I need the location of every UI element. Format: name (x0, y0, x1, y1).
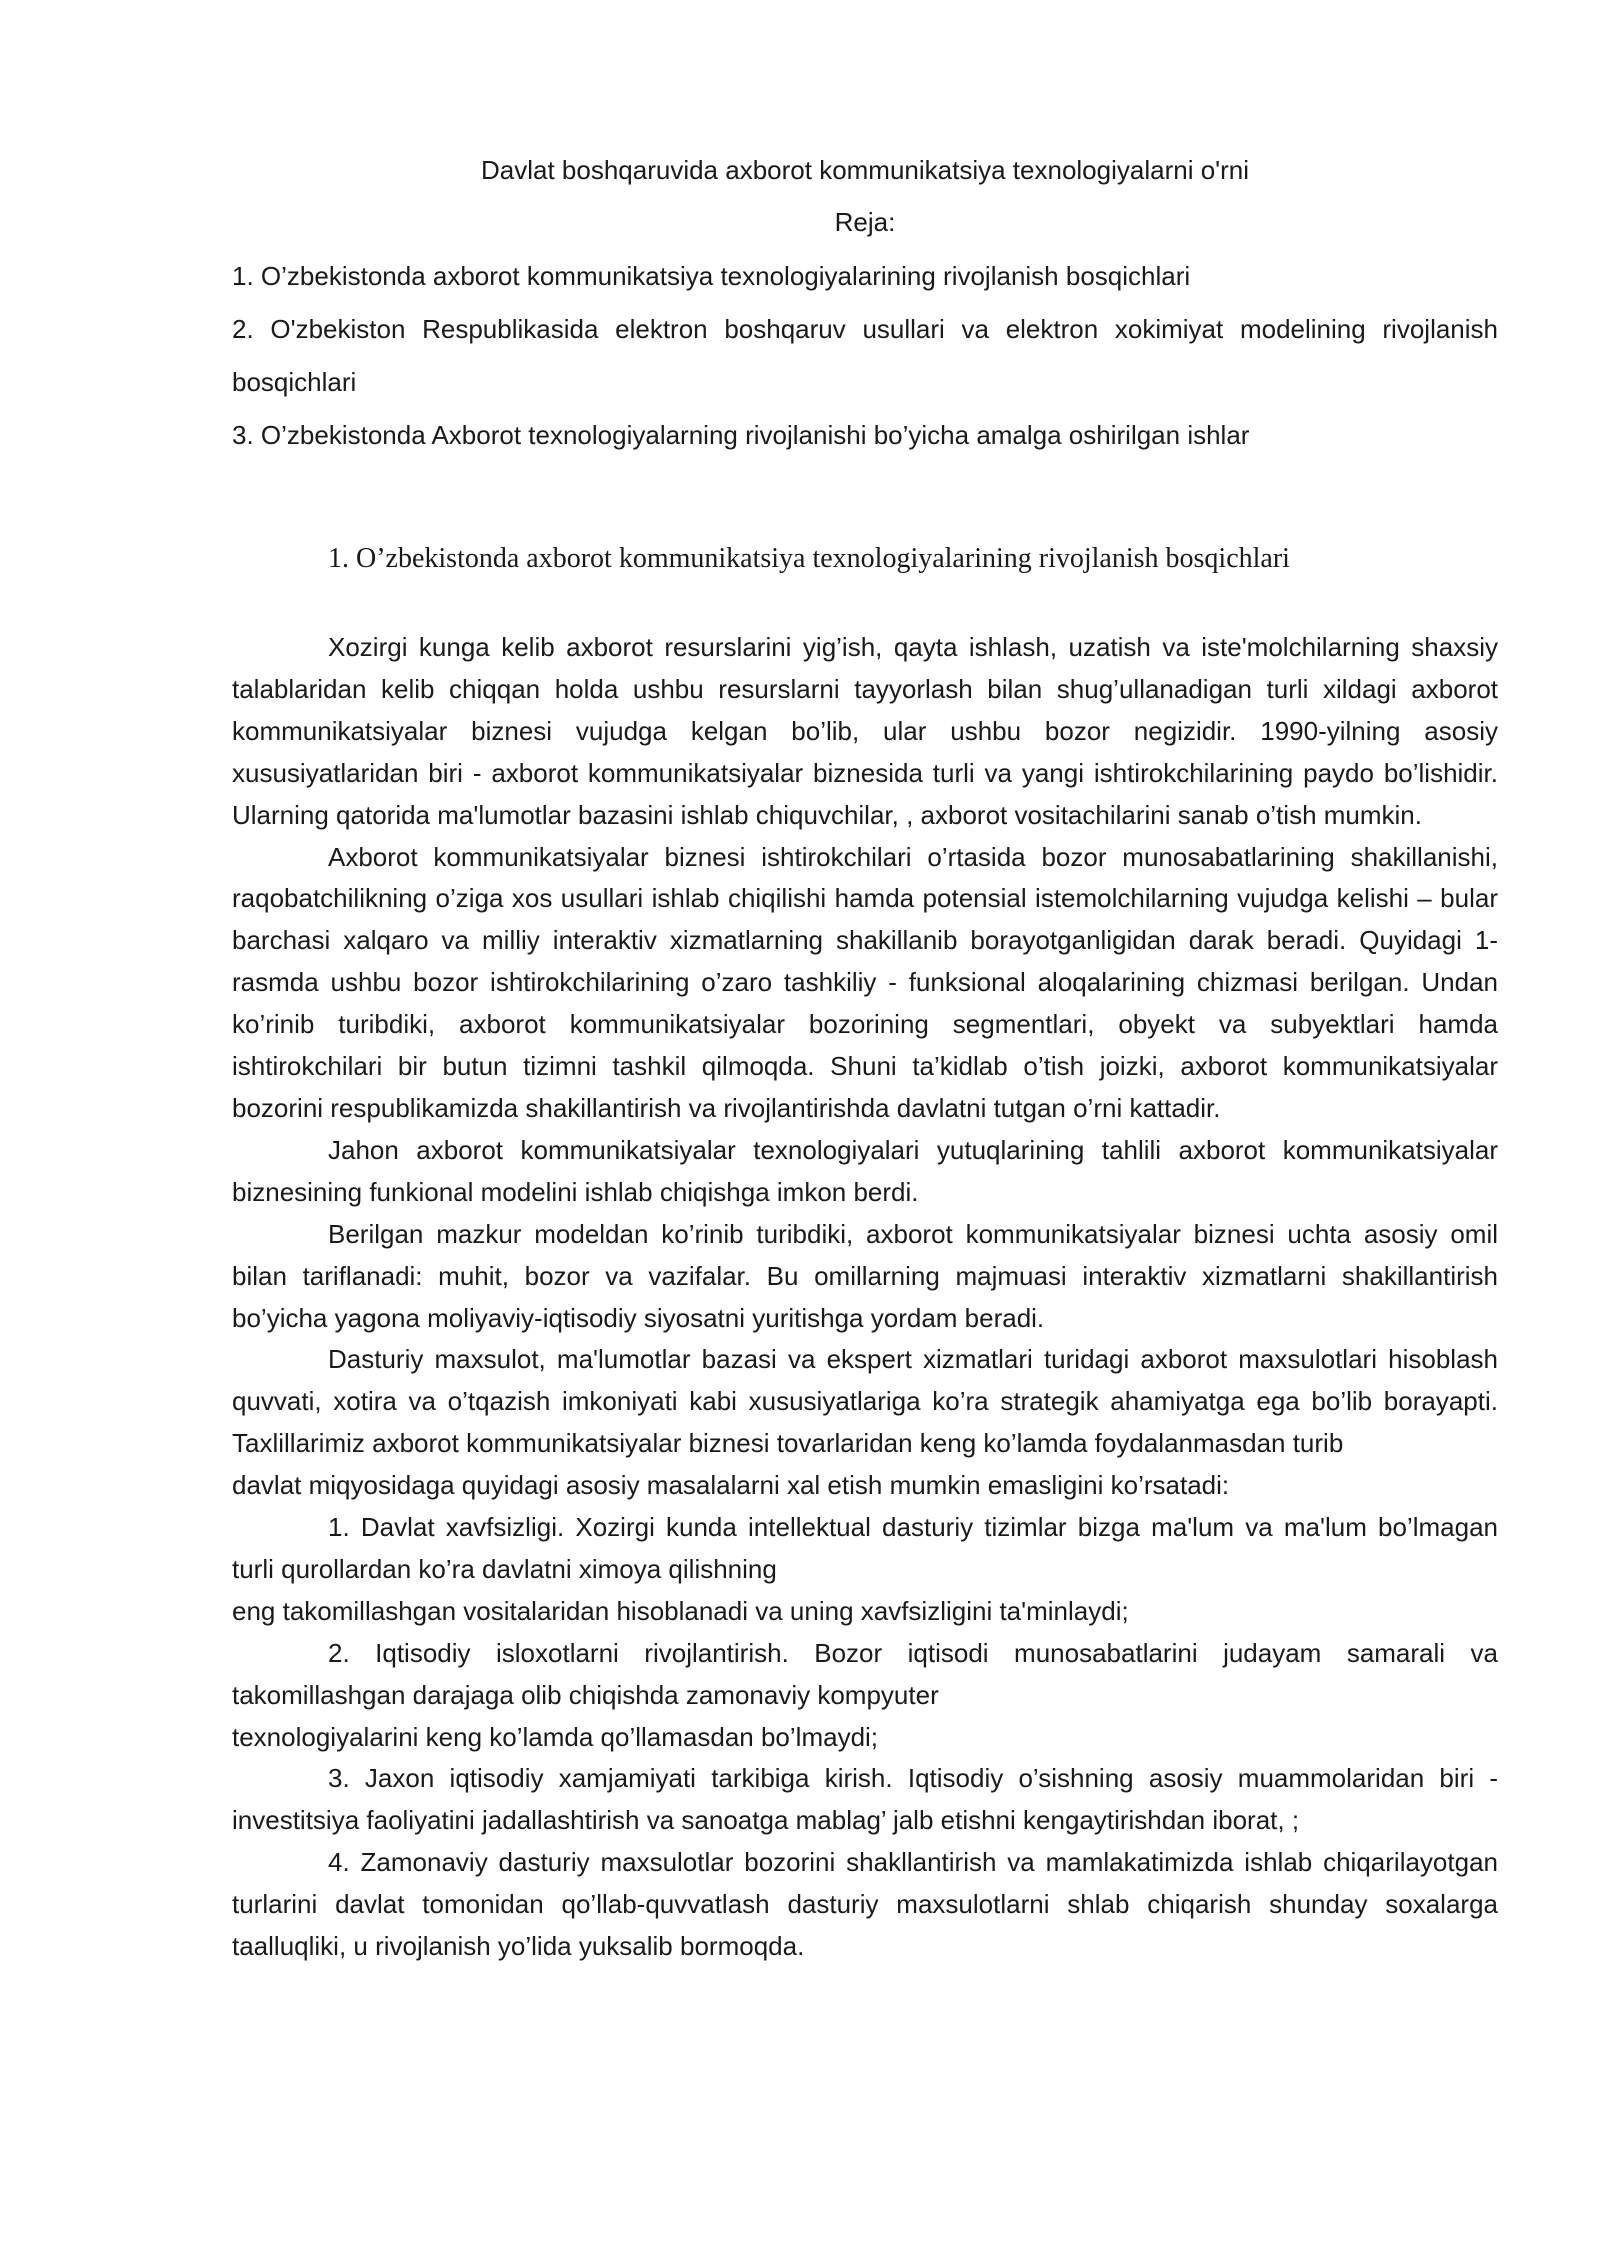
body-text (232, 627, 1498, 1968)
numbered-item-4: 4. Zamonaviy dasturiy maxsulotlar bozorini shakllantirish va mamlakatimizda ishlab chiqarilayotgan turlarini davlat tomonidan qo’llab-quvvatlash dasturiy maxsulotlarni shlab chiqarish shunday soxalarga taalluqliki, u rivojlanish yo’lida yuksalib bormoqda. (232, 1847, 1498, 1962)
plan-heading: Reja: (834, 207, 896, 237)
continuation-line-1: davlat miqyosidaga quyidagi asosiy masalalarni xal etish mumkin emasligini ko’rsatadi: (232, 1470, 1230, 1501)
continuation-line-3: texnologiyalarini keng ko’lamda qo’llamasdan bo’lmaydi; (232, 1721, 879, 1752)
numbered-item-1: 1. Davlat xavfsizligi. Xozirgi kunda intellektual dasturiy tizimlar bizga ma'lum va ma'lum bo’lmagan turli qurollardan ko’ra davlatni ximoya qilishning (232, 1512, 1498, 1584)
plan-item-1: 1. O’zbekistonda axborot kommunikatsiya texnologiyalarining rivojlanish bosqichlari (232, 261, 1191, 291)
paragraph-1: Xozirgi kunga kelib axborot resurslarini yig’ish, qayta ishlash, uzatish va iste'molchilarning shaxsiy talablaridan kelib chiqqan holda ushbu resurslarni tayyorlash bilan shug’ullanadigan turli xildagi axborot kommunikatsiyalar biznesi vujudga kelgan bo’lib, ular ushbu bozor negizidir. 1990-yilning asosiy xususiyatlaridan biri - axborot kommunikatsiyalar biznesida turli va yangi ishtirokchilarining paydo bo’lishidir. Ularning qatorida ma'lumotlar bazasini ishlab chiquvchilar, , axborot vositachilarini sanab o’tish mumkin. (232, 632, 1498, 830)
plan-item-3: 3. O’zbekistonda Axborot texnologiyalarning rivojlanishi bo’yicha amalga oshirilgan ishlar (232, 420, 1250, 450)
numbered-item-2: 2. Iqtisodiy isloxotlarni rivojlantirish. Bozor iqtisodi munosabatlarini judayam samarali va takomillashgan darajaga olib chiqishda zamonaviy kompyuter (232, 1637, 1498, 1710)
document-title: Davlat boshqaruvida axborot kommunikatsiya texnologiyalarni o'rni (480, 155, 1250, 185)
section-heading: 1. O’zbekistonda axborot kommunikatsiya texnologiyalarining rivojlanish bosqichlari (328, 543, 1290, 574)
document-content (232, 150, 1498, 1968)
paragraph-3: Jahon axborot kommunikatsiyalar texnologiyalari yutuqlarining tahlili axborot kommunikatsiyalar biznesining funkional modelini ishlab chiqishga imkon berdi. (232, 1134, 1498, 1207)
paragraph-4: Berilgan mazkur modeldan ko’rinib turibdiki, axborot kommunikatsiyalar biznesi uchta asosiy omil bilan tariflanadi: muhit, bozor va vazifalar. Bu omillarning majmuasi interaktiv xizmatlarni shakillantirish bo’yicha yagona moliyaviy-iqtisodiy siyosatni yuritishga yordam beradi. (232, 1218, 1498, 1333)
paragraph-5: Dasturiy maxsulot, ma'lumotlar bazasi va ekspert xizmatlari turidagi axborot maxsulotlari hisoblash quvvati, xotira va o’tqazish imkoniyati kabi xususiyatlariga ko’ra strategik ahamiyatga ega bo’lib borayapti. Taxlillarimiz axborot kommunikatsiyalar biznesi tovarlaridan keng ko’lamda foydalanmasdan turib (232, 1344, 1498, 1459)
plan-list (232, 250, 1498, 462)
numbered-item-3: 3. Jaxon iqtisodiy xamjamiyati tarkibiga kirish. Iqtisodiy o’sishning asosiy muammolaridan biri - investitsiya faoliyatini jadallashtirish va sanoatga mablag’ jalb etishni kengaytirishdan iborat, ; (232, 1763, 1498, 1836)
plan-item-2: 2. O'zbekiston Respublikasida elektron boshqaruv usullari va elektron xokimiyat modelining rivojlanish bosqichlari (232, 314, 1498, 397)
paragraph-2: Axborot kommunikatsiyalar biznesi ishtirokchilari o’rtasida bozor munosabatlarining shakillanishi, raqobatchilikning o’ziga xos usullari ishlab chiqilishi hamda potensial istemolchilarning vujudga kelishi – bular barchasi xalqaro va milliy interaktiv xizmatlarning shakillanib borayotganligidan darak beradi. Quyidagi 1- rasmda ushbu bozor ishtirokchilarining o’zaro tashkiliy - funksional aloqalarining chizmasi berilgan. Undan ko’rinib turibdiki, axborot kommunikatsiyalar bozorining segmentlari, obyekt va subyektlari hamda ishtirokchilari bir butun tizimni tashkil qilmoqda. Shuni ta’kidlab o’tish joizki, axborot kommunikatsiyalar bozorini respublikamizda shakillantirish va rivojlantirishda davlatni tutgan o’rni kattadir. (232, 841, 1498, 1123)
continuation-line-2: eng takomillashgan vositalaridan hisoblanadi va uning xavfsizligini ta'minlaydi; (232, 1595, 1129, 1626)
